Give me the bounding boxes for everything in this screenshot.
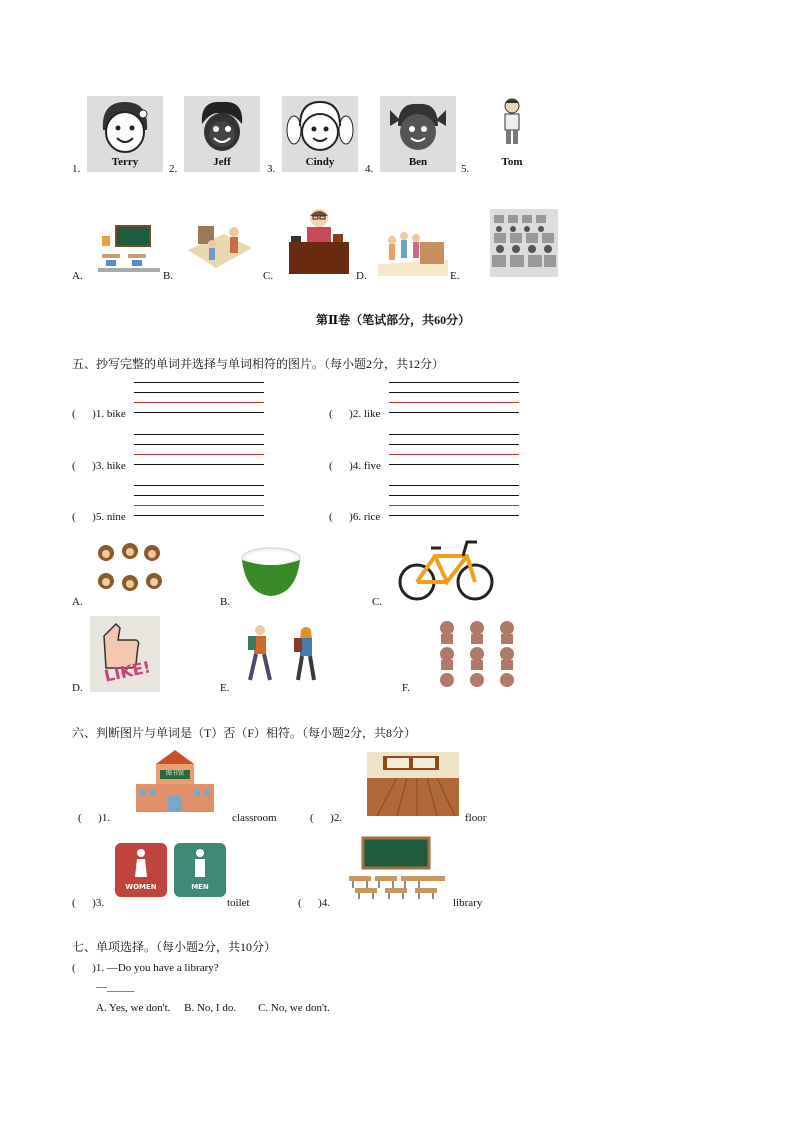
kid-portrait-jeff <box>184 96 260 172</box>
judge-item: ( )4. <box>298 897 331 909</box>
section-heading: 五、抄写完整的单词并选择与单词相符的图片。（每小题2分，共12分） <box>72 357 445 371</box>
boy-figure-icon <box>494 96 530 156</box>
word-item: ( )1. bike <box>72 408 126 420</box>
women-label: WOMEN <box>125 883 157 891</box>
boy-face-icon <box>87 96 163 156</box>
writing-lines[interactable] <box>389 382 519 416</box>
kid-portrait-ben <box>380 96 456 172</box>
kitchen-scene-icon <box>184 214 254 274</box>
question-1: ( )1. —Do you have a library? <box>72 962 219 974</box>
music-room-icon <box>378 220 448 276</box>
judge-item: ( )3. <box>72 897 105 909</box>
kid-name: Tom <box>501 156 523 168</box>
bicycle-icon <box>397 536 495 602</box>
monkeys-icon <box>94 541 166 597</box>
classroom-desks-icon <box>347 836 447 900</box>
thumbs-up-like-icon <box>90 616 160 692</box>
judge-word: library <box>453 897 483 909</box>
computer-room-icon <box>490 209 558 277</box>
item-number: 2. <box>169 163 178 175</box>
judge-word: toilet <box>227 897 250 909</box>
section-heading: 六、判断图片与单词是（T）否（F）相符。（每小题2分，共8分） <box>72 726 417 740</box>
option-label: A. <box>72 596 83 608</box>
judge-item: ( )1. <box>78 812 111 824</box>
writing-lines[interactable] <box>134 485 264 519</box>
item-number: 1. <box>72 163 81 175</box>
word-item: ( )4. five <box>329 460 381 472</box>
building-sign: 图书馆 <box>165 770 184 777</box>
judge-item: ( )2. <box>310 812 343 824</box>
wooden-floor-room-icon <box>367 752 459 816</box>
writing-lines[interactable] <box>389 434 519 468</box>
toilet-women-sign-icon <box>115 843 167 897</box>
kid-name: Cindy <box>305 156 335 168</box>
word-item: ( )5. nine <box>72 511 126 523</box>
kid-portrait-tom <box>494 96 530 172</box>
teacher-desk-icon <box>289 206 351 276</box>
classroom-scene-icon <box>98 222 160 274</box>
writing-lines[interactable] <box>134 434 264 468</box>
writing-lines[interactable] <box>134 382 264 416</box>
part-title: 第Ⅱ卷（笔试部分，共60分） <box>316 313 471 327</box>
writing-lines[interactable] <box>389 485 519 519</box>
men-label: MEN <box>191 883 209 891</box>
word-item: ( )2. like <box>329 408 381 420</box>
like-text: LIKE! <box>102 657 153 686</box>
hikers-icon <box>244 622 328 684</box>
kid-portrait-cindy <box>282 96 358 172</box>
option-label: B. <box>220 596 231 608</box>
option-label: D. <box>72 682 83 694</box>
word-item: ( )6. rice <box>329 511 381 523</box>
item-number: 4. <box>365 163 374 175</box>
girl-face-icon <box>380 96 456 156</box>
option-label: C. <box>372 596 383 608</box>
option-label: F. <box>402 682 410 694</box>
kid-name: Jeff <box>213 156 231 168</box>
judge-word: classroom <box>232 812 277 824</box>
kid-portrait-terry <box>87 96 163 172</box>
kid-name: Ben <box>408 156 428 168</box>
toilet-men-sign-icon <box>174 843 226 897</box>
rice-bowl-icon <box>240 544 302 598</box>
option-label: E. <box>220 682 230 694</box>
item-number: 3. <box>267 163 276 175</box>
library-building-icon <box>136 750 214 814</box>
bears-icon <box>437 618 519 692</box>
question-1-answer-blank[interactable]: —_____ <box>96 981 135 993</box>
section-heading: 七、单项选择。（每小题2分，共10分） <box>72 940 277 954</box>
option-label: D. <box>356 270 367 282</box>
boy-face-icon <box>184 96 260 156</box>
word-item: ( )3. hike <box>72 460 126 472</box>
option-label: C. <box>263 270 274 282</box>
kid-name: Terry <box>111 156 139 168</box>
option-label: B. <box>163 270 174 282</box>
option-label: A. <box>72 270 83 282</box>
judge-word: floor <box>465 812 487 824</box>
question-1-options: A. Yes, we don't. B. No, I do. C. No, we don't. <box>96 1002 330 1014</box>
girl-face-icon <box>282 96 358 156</box>
item-number: 5. <box>461 163 470 175</box>
option-label: E. <box>450 270 460 282</box>
